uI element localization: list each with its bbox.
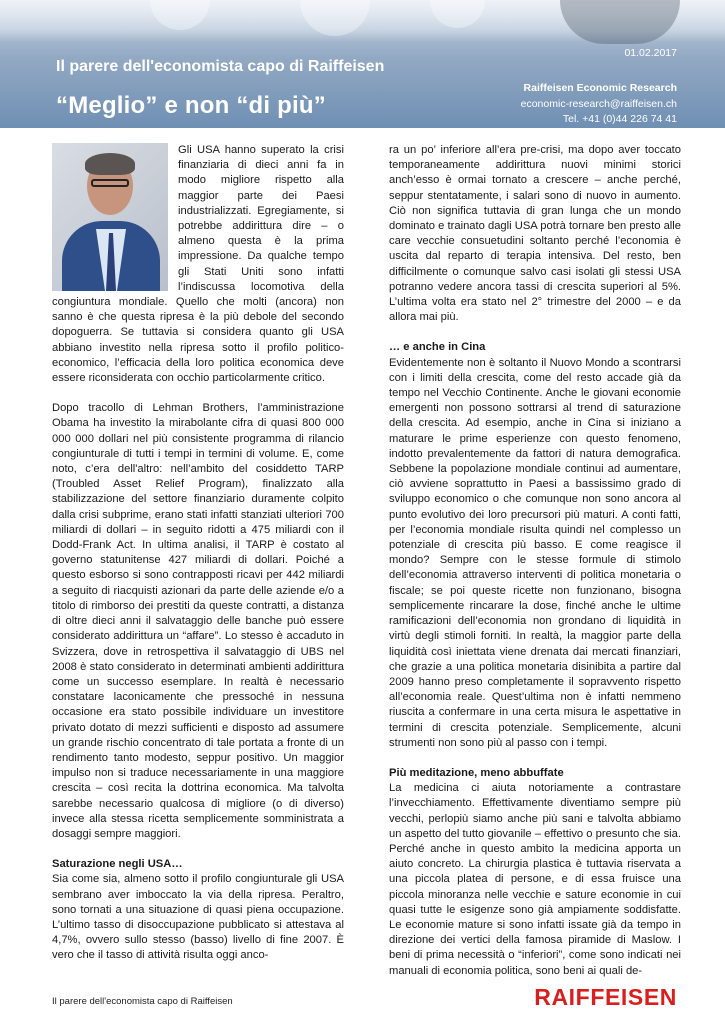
footer-text: Il parere dell'economista capo di Raiffeisen	[52, 996, 233, 1007]
paragraph-usa-ripresa: Sia come sia, almeno sotto il profilo congiunturale gli USA sembrano aver imboccato la via della ripresa. Peraltro, sono tornati a una situazione di quasi piena occupazione. L’ultimo tasso di disoccupazione pubblicato si attestava al 4,7%, ovvero sullo stesso (basso) livello di fine 2007. È vero che il tasso di attività risulta oggi anco-	[52, 873, 344, 962]
paragraph-cina: Evidentemente non è soltanto il Nuovo Mondo a scontrarsi con i limiti della crescita, come del resto accade già da tempo nel Vecchio Continente. Anche le giovani economie emergenti non possono sottrarsi al trend di saturazione della crescita. Ad esempio, anche in Cina si iniziano a maturare le prime esperienze con questo fenomeno, indotto prevalentemente da fattori di natura demografica. Sebbene la popolazione mondiale continui ad aumentare, ciò avviene soprattutto in Paesi a bassissimo grado di sviluppo economico o che comunque non sono ancora al punto evolutivo dei loro precursori più maturi. A conti fatti, per l’economia mondiale risulta quindi nel complesso un potenziale di crescita più basso. E come reagisce il mondo? Sempre con le stesse formule di stimolo dell’economia attraverso interventi di politica monetaria o fiscale; se poi queste ricette non funzionano, bisogna semplicemente rincarare la dose, finché anche le ultime ramificazioni dell’economia non grondano di liquidità in virtù degli stimoli forniti. In realtà, la maggior parte della liquidità così iniettata viene drenata dai mercati finanziari, che grazie a una politica monetaria disinibita a partire dal 2009 hanno preso completamente il sopravvento rispetto all’economia reale. Quest’ultima non è infatti nemmeno riuscita a confermare in una certa misura le aspettative in termini di crescita potenziale. Semplicemente, alcuni strumenti non sono più al passo con i tempi.	[389, 356, 681, 749]
series-title: Il parere dell'economista capo di Raiffeisen	[56, 58, 385, 75]
heading-saturazione-usa: Saturazione negli USA…	[52, 858, 183, 871]
header-banner	[0, 0, 725, 128]
raiffeisen-logo: RAIFFEISEN	[534, 984, 677, 1010]
contact-phone: Tel. +41 (0)44 226 74 41	[562, 113, 677, 125]
paragraph-medicina: La medicina ci aiuta notoriamente a contrastare l’invecchiamento. Effettivamente diventiamo sempre più vecchi, perlopiù siamo anche più sani e talvolta abbiamo un aspetto del tutto giovanile – effettivo o presunto che sia. Perché anche in questo ambito la medicina apporta un aiuto concreto. La chirurgia plastica è tuttavia riservata a una piccola platea di persone, e di essa fruisce una piccola minoranza nelle vecchie e sature economie in cui quasi tutte le esigenze sono già ampiamente soddisfatte. Le economie mature si sono infatti issate già da tempo in direzione dei vertici della famosa piramide di Maslow. I beni di prima necessità o “inferiori”, come sono indicati nei manuali di economia politica, sono beni ai quali de-	[389, 782, 681, 977]
heading-cina: … e anche in Cina	[389, 341, 486, 354]
organization-name: Raiffeisen Economic Research	[523, 82, 677, 94]
right-column	[389, 143, 681, 994]
paragraph-intro: Gli USA hanno superato la crisi finanziaria di dieci anni fa in modo migliore rispetto alla maggior parte dei Paesi industrializzati. Egregiamente, si potrebbe addirittura dire – o almeno questa è la prima impressione. Da qualche tempo gli Stati Uniti sono infatti l’indiscussa locomotiva della congiuntura mondiale. Quello che molti (ancora) non sanno è che questa ripresa è la più debole del secondo dopoguerra. Se tuttavia si considera quanto gli USA abbiano investito nella ripresa sotto il profilo politico-economico, l’efficacia della loro politica economica deve essere riconsiderata con occhio particolarmente critico.	[52, 144, 344, 385]
left-column	[52, 143, 344, 979]
photo-glasses	[91, 179, 129, 187]
paragraph-continuation: ra un po’ inferiore all’era pre-crisi, ma dopo aver toccato temporaneamente addirittura nuovi minimi storici anch’esso è ormai tornato a crescere – anche perché, seppur stentatamente, i salari sono di nuovo in aumento. Ciò non significa tuttavia di gran lunga che un mondo dominato e trainato dagli USA potrà tornare ben presto alle care vecchie consuetudini soltanto perché l’economia è uscita dal reparto di terapia intensiva. Del resto, ben difficilmente o comunque salvo casi isolati gli stessi USA potranno vedere ancora tassi di crescita superiori al 5%. L’ultima volta era stato nel 2° trimestre del 2000 – e da allora mai più.	[389, 144, 681, 324]
publication-date: 01.02.2017	[624, 47, 677, 59]
heading-meditazione: Più meditazione, meno abbuffate	[389, 766, 564, 779]
headline: “Meglio” e non “di più”	[56, 92, 326, 119]
author-photo	[52, 143, 168, 291]
photo-hair	[85, 153, 135, 175]
contact-email: economic-research@raiffeisen.ch	[520, 98, 677, 110]
paragraph-lehman: Dopo tracollo di Lehman Brothers, l’amministrazione Obama ha investito la mirabolante cifra di quasi 800 000 000 000 dollari nel più consistente programma di rilancio congiunturale di tutti i tempi in termini di volume. E, come noto, c’era dell'altro: nell’ambito del cosiddetto TARP (Troubled Asset Relief Program), finalizzato alla stabilizzazione del settore finanziario duramente colpito dalla crisi subprime, erano stati infatti stanziati ulteriori 700 miliardi di dollari – in seguito ridotti a 475 miliardi con il Dodd-Frank Act. In ultima analisi, il TARP è costato al governo statunitense 427 miliardi di dollari. Poiché a questo esborso si sono contrapposti ricavi per 442 miliardi a seguito di riacquisti azionari da parte delle aziende e/o a titolo di rimborso dei prestiti da queste contratti, a distanza di oltre dieci anni il salvataggio delle banche può essere considerato addirittura un “affare”. Lo stesso è accaduto in Svizzera, dove in retrospettiva il salvataggio di UBS nel 2008 è stato considerato in determinati ambienti addirittura come un successo esemplare. In realtà è necessario constatare laconicamente che pressoché in nessuna occasione era stato possibile individuare un investitore privato dotato di mezzi sufficienti e disposto ad assumere un grande rischio concentrato di tale portata a fronte di un rendimento tanto modesto, seppur positivo. Un maggior impulso non si traduce necessariamente in una maggiore crescita – così recita la dottrina economica. Ma talvolta sarebbe necessario qualcosa di migliore (o di diverso) invece alla stessa ricetta semplicemente somministrata a dosaggi sempre maggiori.	[52, 402, 344, 840]
